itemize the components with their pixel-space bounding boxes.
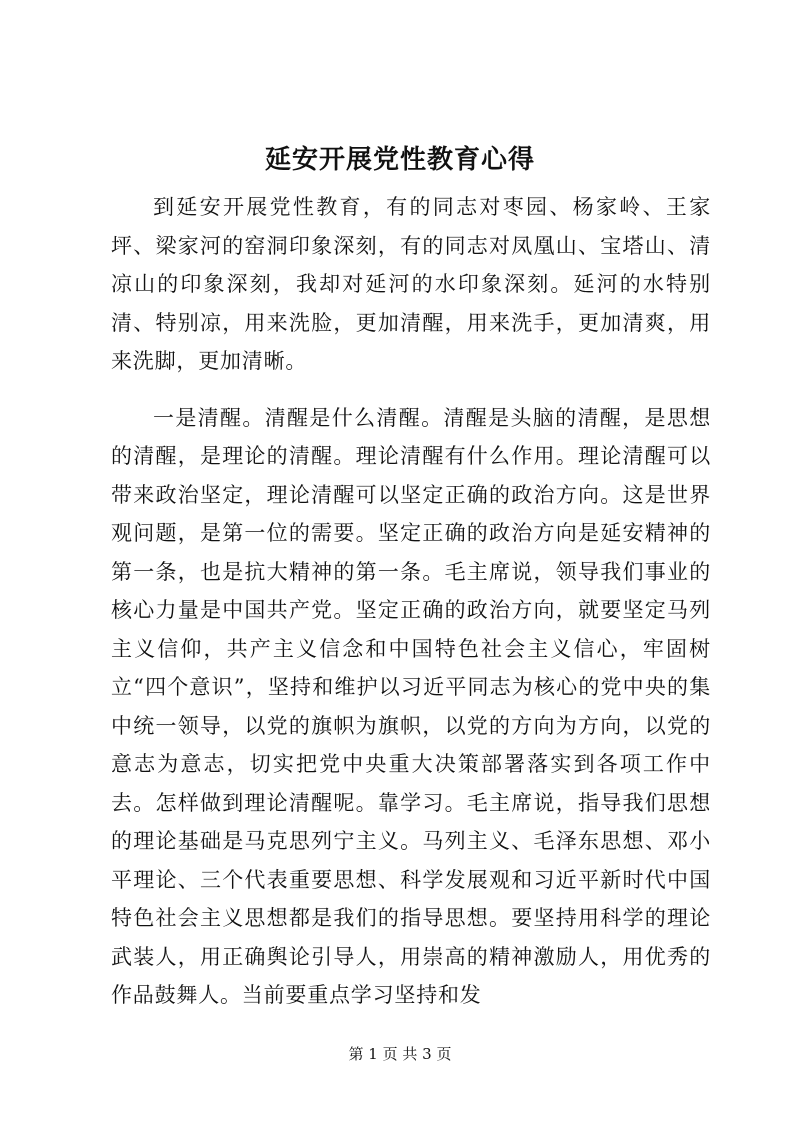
page-footer: 第 1 页 共 3 页 [348,1045,452,1063]
paragraph-intro: 到延安开展党性教育，有的同志对枣园、杨家岭、王家坪、梁家河的窑洞印象深刻，有的同志对凤凰山、宝塔山、清凉山的印象深刻，我却对延河的水印象深刻。延河的水特别清、特别凉，用来洗脸，更加清醒，用来洗手，更加清爽，用来洗脚，更加清晰。 [111,195,711,373]
paragraph-section-one: 一是清醒。清醒是什么清醒。清醒是头脑的清醒，是思想的清醒，是理论的清醒。理论清醒有什么作用。理论清醒可以带来政治坚定，理论清醒可以坚定正确的政治方向。这是世界观问题，是第一位的需要。坚定正确的政治方向是延安精神的第一条，也是抗大精神的第一条。毛主席说，领导我们事业的核心力量是中国共产党。坚定正确的政治方向，就要坚定马列主义信仰，共产主义信念和中国特色社会主义信心，牢固树立“四个意识”，坚持和维护以习近平同志为核心的党中央的集中统一领导，以党的旗帜为旗帜，以党的方向为方向，以党的意志为意志，切实把党中央重大决策部署落实到各项工作中去。怎样做到理论清醒呢。靠学习。毛主席说，指导我们思想的理论基础是马克思列宁主义。马列主义、毛泽东思想、邓小平理论、三个代表重要思想、科学发展观和习近平新时代中国特色社会主义思想都是我们的指导思想。要坚持用科学的理论武装人，用正确舆论引导人，用崇高的精神激励人，用优秀的作品鼓舞人。当前要重点学习坚持和发 [111,405,711,1007]
document-title: 延安开展党性教育心得 [264,145,535,175]
document-body [111,188,711,1033]
